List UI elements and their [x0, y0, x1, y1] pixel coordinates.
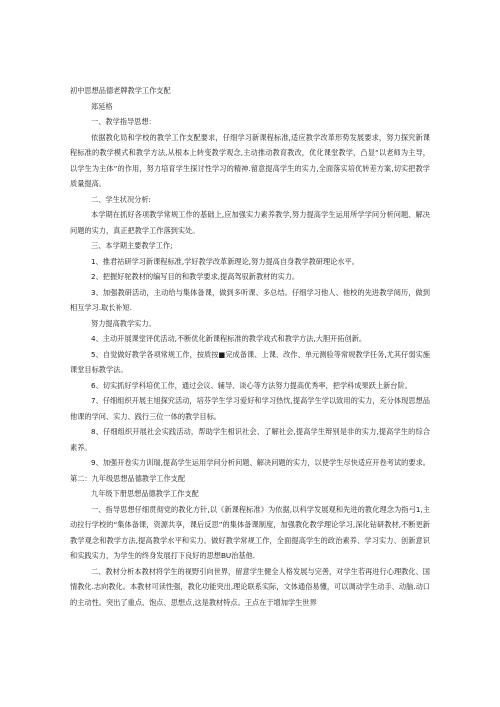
section-title-grade9: 九年级下册思想品德教学工作支配 [91, 489, 199, 498]
section-heading-main-tasks: 三、本学期主要教学工作; [91, 241, 173, 250]
paragraph: 依据教化局和学校的教学工作支配要求，仔细学习新课程标准,适应教学改革形势发展要求，努力探究新课程标准的教学模式和教学方法,从根本上转变教学观念,主动推动教育教改，优化课堂教学，凸显“以老师为主导，以学生为主体”的作用，努力培育学生探讨性学习的精神.留意提高学生的实力,全面落实培优转差方案,切实把教学质量提高。 [70, 132, 430, 188]
list-item: 8、仔细组织开展社会实践活动，帮助学生相识社会、了解社会,提高学生辩别是非的实力,提高学生的综合素养。 [70, 427, 430, 452]
list-item: 7、仔细组织开展主旭探究活动，培芬学生学习爱好和学习热忱,提高学生学以致用的实力，充分体现思想品他课的学问、实力、践行三位一体的教学目标。 [70, 396, 430, 421]
document-title: 初中思想品德老牌教学工作支配 [70, 86, 171, 95]
paragraph: 一、指导思想仔细贯彻党的教化方针,以《新课程标准》为依据,以科学发展观和先进的教化理念为指弓1,主动拉行学校的“集体备课，资源共享，课后反思”的集体备课制度，加强教化教学理论学习,深化钻研教材,不断更新教学观念和教学方法,提高教学水平和实力。做好教学常规工作，全面提高学生的政治素养、学习实力、创新意识和实践实力，为学生的终身发展打下良好的思想BU治基他. [70, 504, 430, 560]
paragraph: 本学期在抓好各项教学常规工作的基础上,应加强实力素养教学,努力提高学生运用所学学问分析问题、解决问题的实力，真正把教学工作落到实处。 [70, 210, 430, 235]
list-item: 5、自觉做好教学各项常规工作，按质按■完成备课、上课、改作、单元测验等常规教学任务,尤其仔弱实施课堂目标教学法。 [70, 349, 430, 374]
list-item: 1、推君祜研学习新课程标准,学好教学改革新理论,努力提高自身教学教研理论水平。 [91, 256, 359, 266]
list-item: 4、主动开展课堂评优活动,不断优化新课程标准的教学戏式和教学方法,大胆开拓创新。 [91, 334, 367, 343]
list-item: 6、切实抓好学科培优工作，通过会议、辅导、谈心等方法努力提高优秀率，把学科成果跃上新台阶。 [91, 380, 412, 390]
paragraph: 努力提高教学实力。 [91, 318, 156, 328]
author-line: 郑延格 [91, 101, 113, 111]
list-item: 9、加强开卷实力训瑞,提高学生运用学问分析问题、解决问题的实力，以使学生尽快适应开卷考试的要求。第二：九年级思想品德教学工作支配 [70, 458, 430, 483]
section-heading-student-analysis: 二、学生状况分析: [91, 194, 151, 204]
list-item: 2、把握好驼教材的编写目的和教学要求,提高驾驭新教材的实力。 [91, 272, 300, 281]
section-heading-guiding-thought: 一、教学指导思想： [91, 117, 156, 126]
list-item: 3、加强教研活动，主动给与集体备课，做到多听课、多总结。仔细学习他人、他校的先进教学阅历，做到相互学习.取长补短. [70, 287, 430, 312]
document-body [70, 83, 430, 610]
paragraph: 二、教材分析本教材将学生的视野引向世界，留意学生健全人格发展与完善，对学生若再进行心理教化、国情教化.志向教化。本教材可读性强，教化功能突出,理论联系实际，文体通俗易懂，可以调动学生动手、动脑.动口的主动性。突出了重点、饱点、思想点,这是教材特点。王点在于增加学生世界 [70, 566, 430, 607]
